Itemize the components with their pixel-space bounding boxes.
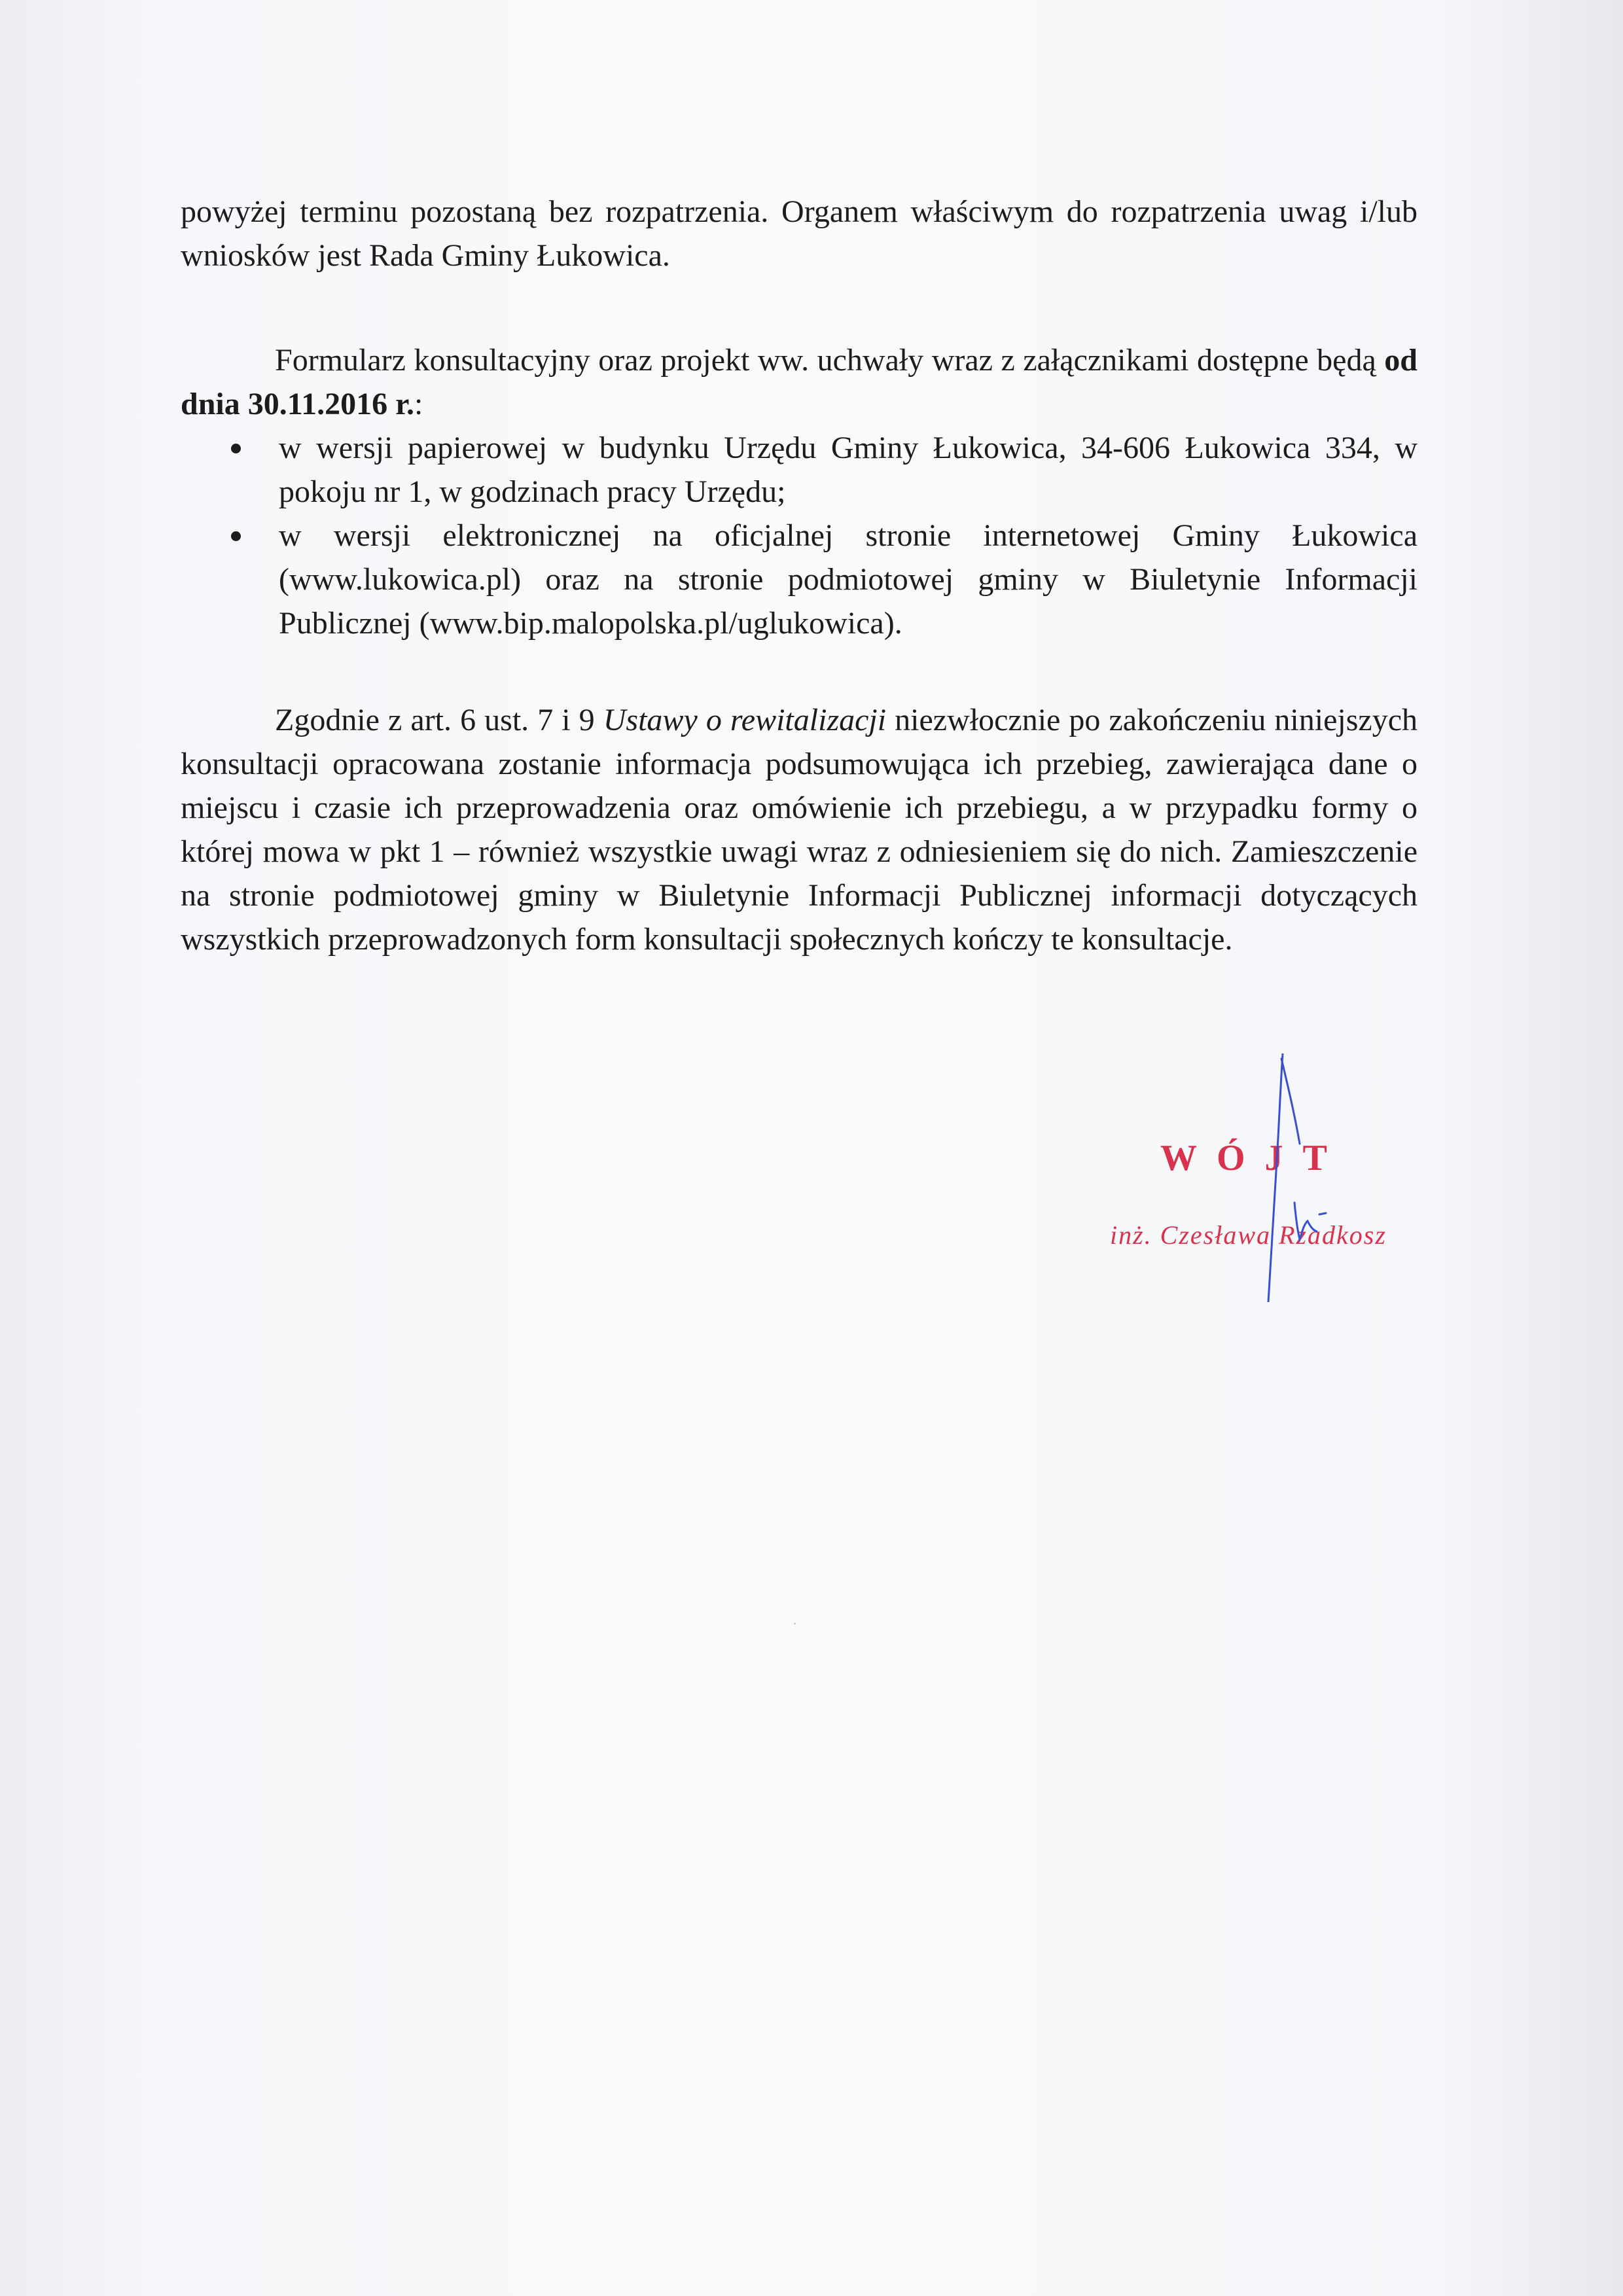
list-item-electronic (181, 514, 1418, 645)
list-item-paper (181, 426, 1418, 514)
availability-date: od dnia 30.11.2016 r. (181, 343, 1418, 421)
paragraph-legal-basis (181, 698, 1418, 961)
availability-intro: Formularz konsultacyjny oraz projekt ww. uchwały wraz z załącznikami dostępne będą (275, 343, 1385, 378)
legal-body: niezwłocznie po zakończeniu niniejszych konsultacji opracowana zostanie informacja podsumowująca ich przebieg, zawierająca dane o miejscu i czasie ich przeprowadzenia oraz omówienie ich przebiegu, a w przypadku formy o której mowa w pkt 1 – również wszystkie uwagi wraz z odniesieniem się do nich. Zamieszczenie na stronie podmiotowej gminy w Biuletynie Informacji Publicznej informacji dotyczących wszystkich przeprowadzonych form konsultacji społecznych kończy te konsultacje. (181, 703, 1418, 957)
bullet-icon (231, 531, 241, 541)
paragraph-text (181, 698, 1418, 961)
scan-speck (794, 1623, 796, 1625)
handwritten-signature (1237, 1053, 1342, 1302)
list-item-text: w wersji papierowej w budynku Urzędu Gminy Łukowica, 34-606 Łukowica 334, w pokoju nr 1, w godzinach pracy Urzędu; (279, 431, 1418, 509)
bullet-icon (231, 444, 241, 453)
availability-colon: : (414, 387, 423, 421)
availability-list (181, 426, 1418, 645)
paragraph-availability (181, 338, 1418, 426)
act-title: Ustawy o rewitalizacji (603, 703, 887, 737)
legal-intro: Zgodnie z art. 6 ust. 7 i 9 (275, 703, 603, 737)
stamp-name: inż. Czesława Rzadkosz (1110, 1220, 1387, 1250)
paragraph-closing-terms (181, 190, 1418, 277)
paragraph-text: powyżej terminu pozostaną bez rozpatrzenia. Organem właściwym do rozpatrzenia uwag i/lub wniosków jest Rada Gminy Łukowica. (181, 194, 1418, 273)
list-item-text: w wersji elektronicznej na oficjalnej stronie internetowej Gminy Łukowica (www.lukowica.pl) oraz na stronie podmiotowej gminy w Biuletynie Informacji Publicznej (www.bip.malopolska.pl/uglukowica). (279, 518, 1418, 641)
stamp-title: WÓJT (1160, 1138, 1347, 1178)
paragraph-text (181, 338, 1418, 426)
